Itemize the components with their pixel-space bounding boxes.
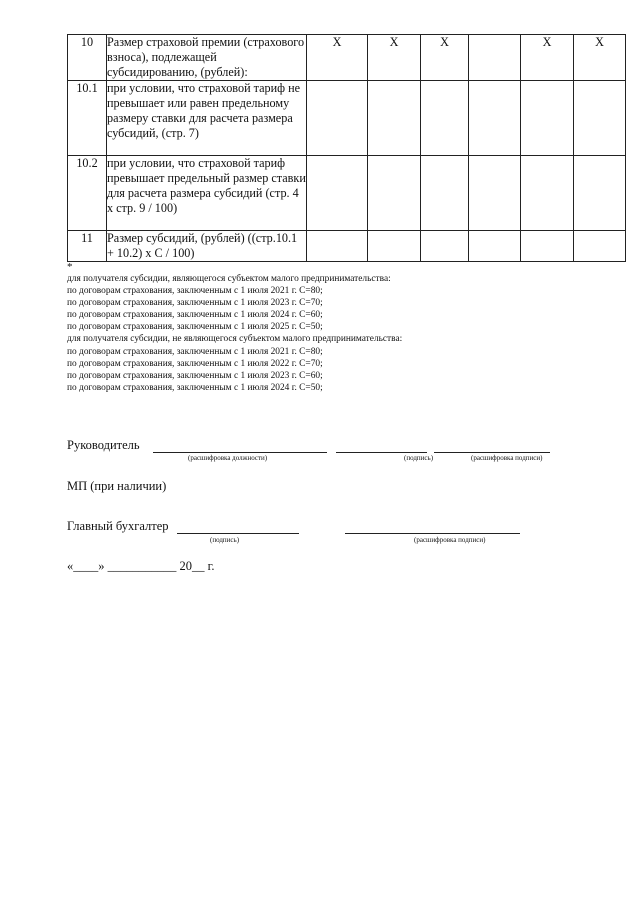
row-number: 10.2 (68, 156, 107, 231)
accountant-label: Главный бухгалтер (67, 519, 169, 533)
footnote-line: по договорам страхования, заключенным с 1 июля 2023 г. С=60; (67, 370, 323, 381)
footnote-star: * (67, 261, 73, 273)
row-description: при условии, что страховой тариф превышает предельный размер ставки для расчета размера субсидий (стр. 4 х стр. 9 / 100) (107, 156, 307, 231)
row-mark-cell (421, 81, 469, 156)
row-mark-cell: Х (307, 35, 368, 81)
row-number: 11 (68, 231, 107, 262)
row-mark-cell (307, 231, 368, 262)
row-mark-cell (368, 156, 421, 231)
row-mark-cell: Х (421, 35, 469, 81)
row-description: Размер субсидий, (рублей) ((стр.10.1 + 10.2) х С / 100) (107, 231, 307, 262)
row-mark-cell (469, 156, 521, 231)
row-mark-cell: Х (574, 35, 626, 81)
row-mark-cell (574, 81, 626, 156)
head-signature-caption: (подпись) (404, 454, 434, 462)
row-mark-cell (469, 231, 521, 262)
row-description: при условии, что страховой тариф не превышает или равен предельному размеру ставки для расчета размера субсидий, (стр. 7) (107, 81, 307, 156)
row-mark-cell (421, 156, 469, 231)
row-mark-cell (307, 81, 368, 156)
row-number: 10.1 (68, 81, 107, 156)
table-row (68, 156, 626, 231)
accountant-signature-caption: (подпись) (210, 536, 240, 544)
row-mark-cell (574, 156, 626, 231)
row-mark-cell (521, 81, 574, 156)
footnote-line: по договорам страхования, заключенным с 1 июля 2024 г. С=60; (67, 310, 323, 321)
form-table (67, 34, 626, 262)
head-name-caption: (расшифровка подписи) (471, 454, 543, 462)
row-number: 10 (68, 35, 107, 81)
head-position-line (153, 452, 327, 453)
date-line: «____» ___________ 20__ г. (67, 559, 215, 573)
accountant-name-line (345, 533, 520, 534)
table-row (68, 35, 626, 81)
row-mark-cell (421, 231, 469, 262)
row-mark-cell (368, 81, 421, 156)
head-position-caption: (расшифровка должности) (188, 454, 268, 462)
accountant-name-caption: (расшифровка подписи) (414, 536, 486, 544)
row-mark-cell (574, 231, 626, 262)
row-mark-cell (469, 81, 521, 156)
footnotes (67, 262, 402, 394)
footnote-line: по договорам страхования, заключенным с 1 июля 2025 г. С=50; (67, 322, 323, 333)
row-mark-cell (368, 231, 421, 262)
head-signature-line (336, 452, 427, 453)
row-mark-cell (307, 156, 368, 231)
head-name-line (434, 452, 550, 453)
footnote-line: для получателя субсидии, являющегося субъектом малого предпринимательства: (67, 274, 391, 284)
footnote-line: по договорам страхования, заключенным с 1 июля 2022 г. С=70; (67, 358, 323, 369)
table-row (68, 81, 626, 156)
footnote-line: по договорам страхования, заключенным с 1 июля 2021 г. С=80; (67, 286, 323, 297)
footnote-line: по договорам страхования, заключенным с 1 июля 2024 г. С=50; (67, 382, 323, 393)
stamp-label: МП (при наличии) (67, 479, 167, 493)
accountant-signature-line (177, 533, 299, 534)
footnote-line: по договорам страхования, заключенным с 1 июля 2023 г. С=70; (67, 298, 323, 309)
footnote-line: по договорам страхования, заключенным с 1 июля 2021 г. С=80; (67, 346, 323, 357)
row-mark-cell: Х (521, 35, 574, 81)
row-mark-cell (521, 231, 574, 262)
row-mark-cell (521, 156, 574, 231)
row-description: Размер страховой премии (страхового взноса), подлежащей субсидированию, (рублей): (107, 35, 307, 81)
row-mark-cell (469, 35, 521, 81)
table-row (68, 231, 626, 262)
row-mark-cell: Х (368, 35, 421, 81)
head-label: Руководитель (67, 438, 140, 452)
footnote-line: для получателя субсидии, не являющегося субъектом малого предпринимательства: (67, 334, 403, 345)
